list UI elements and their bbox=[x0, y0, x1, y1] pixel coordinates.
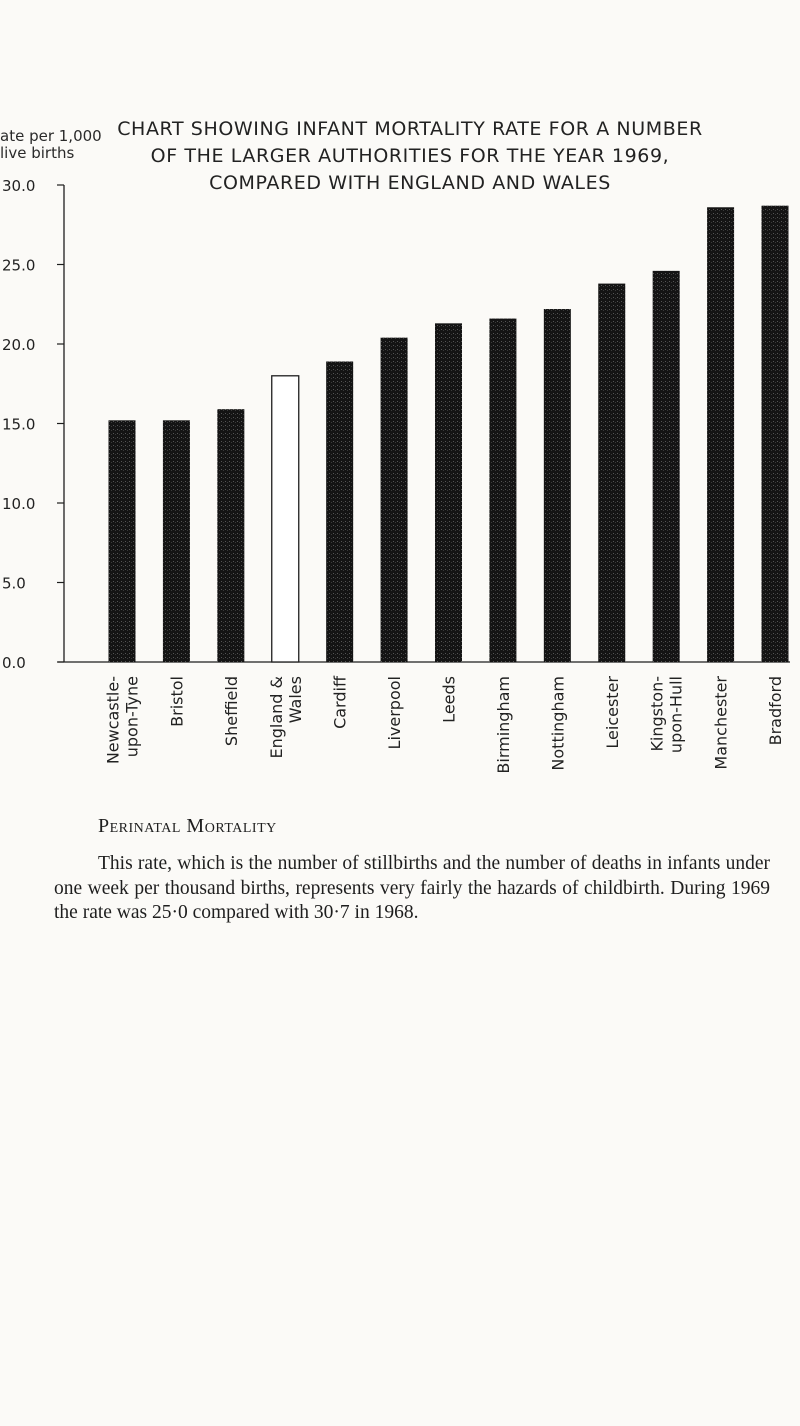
body-paragraph: This rate, which is the number of stillbirths and the number of deaths in infants under one week per thousand births, represents very fairly the hazards of childbirth. During 1969 the rate was 25·0 compared with 30·7 in 1968. bbox=[54, 853, 770, 923]
bar bbox=[381, 338, 408, 662]
x-category-label: Leicester bbox=[602, 676, 622, 749]
x-category-label: Cardiff bbox=[330, 676, 350, 729]
y-tick-label: 30.0 bbox=[2, 177, 36, 195]
y-axis-label-line: live births bbox=[0, 144, 75, 162]
bar bbox=[707, 207, 734, 662]
x-category-label: upon-Tyne bbox=[122, 676, 142, 758]
x-category-label: Newcastle- bbox=[103, 676, 123, 765]
bar bbox=[109, 420, 136, 662]
x-category-label: England & bbox=[266, 676, 286, 759]
bar bbox=[435, 323, 462, 662]
x-category-label: upon-Hull bbox=[666, 676, 686, 754]
bar bbox=[598, 284, 625, 662]
chart-title-line: OF THE LARGER AUTHORITIES FOR THE YEAR 1969, bbox=[150, 145, 670, 167]
y-tick-label: 0.0 bbox=[2, 654, 26, 672]
bar bbox=[544, 309, 571, 662]
bar bbox=[653, 271, 680, 662]
y-tick-label: 20.0 bbox=[2, 336, 36, 354]
x-category-label: Nottingham bbox=[548, 676, 568, 771]
x-category-label: Bristol bbox=[167, 676, 187, 727]
x-category-label: Manchester bbox=[711, 676, 731, 770]
bar-england-wales bbox=[272, 376, 299, 662]
y-tick-label: 10.0 bbox=[2, 495, 36, 513]
x-category-label: Bradford bbox=[766, 676, 785, 746]
bar bbox=[163, 420, 190, 662]
bar bbox=[217, 409, 244, 662]
x-category-label: Birmingham bbox=[493, 676, 513, 774]
x-category-label: Liverpool bbox=[385, 676, 405, 750]
bar bbox=[762, 206, 789, 662]
section-heading: Perinatal Mortality bbox=[98, 815, 277, 837]
y-axis-label-line: ate per 1,000 bbox=[0, 127, 102, 145]
y-tick-label: 15.0 bbox=[2, 415, 36, 434]
x-category-label: Kingston- bbox=[647, 676, 667, 752]
chart-title-line: CHART SHOWING INFANT MORTALITY RATE FOR A NUMBER bbox=[117, 118, 703, 140]
bar bbox=[489, 319, 516, 662]
y-tick-label: 25.0 bbox=[2, 256, 36, 275]
bar bbox=[326, 361, 353, 662]
y-tick-label: 5.0 bbox=[2, 574, 26, 593]
x-category-label: Sheffield bbox=[221, 676, 241, 747]
x-category-label: Leeds bbox=[439, 676, 459, 723]
x-category-label: Wales bbox=[285, 676, 305, 724]
chart-title-line: COMPARED WITH ENGLAND AND WALES bbox=[209, 172, 611, 194]
